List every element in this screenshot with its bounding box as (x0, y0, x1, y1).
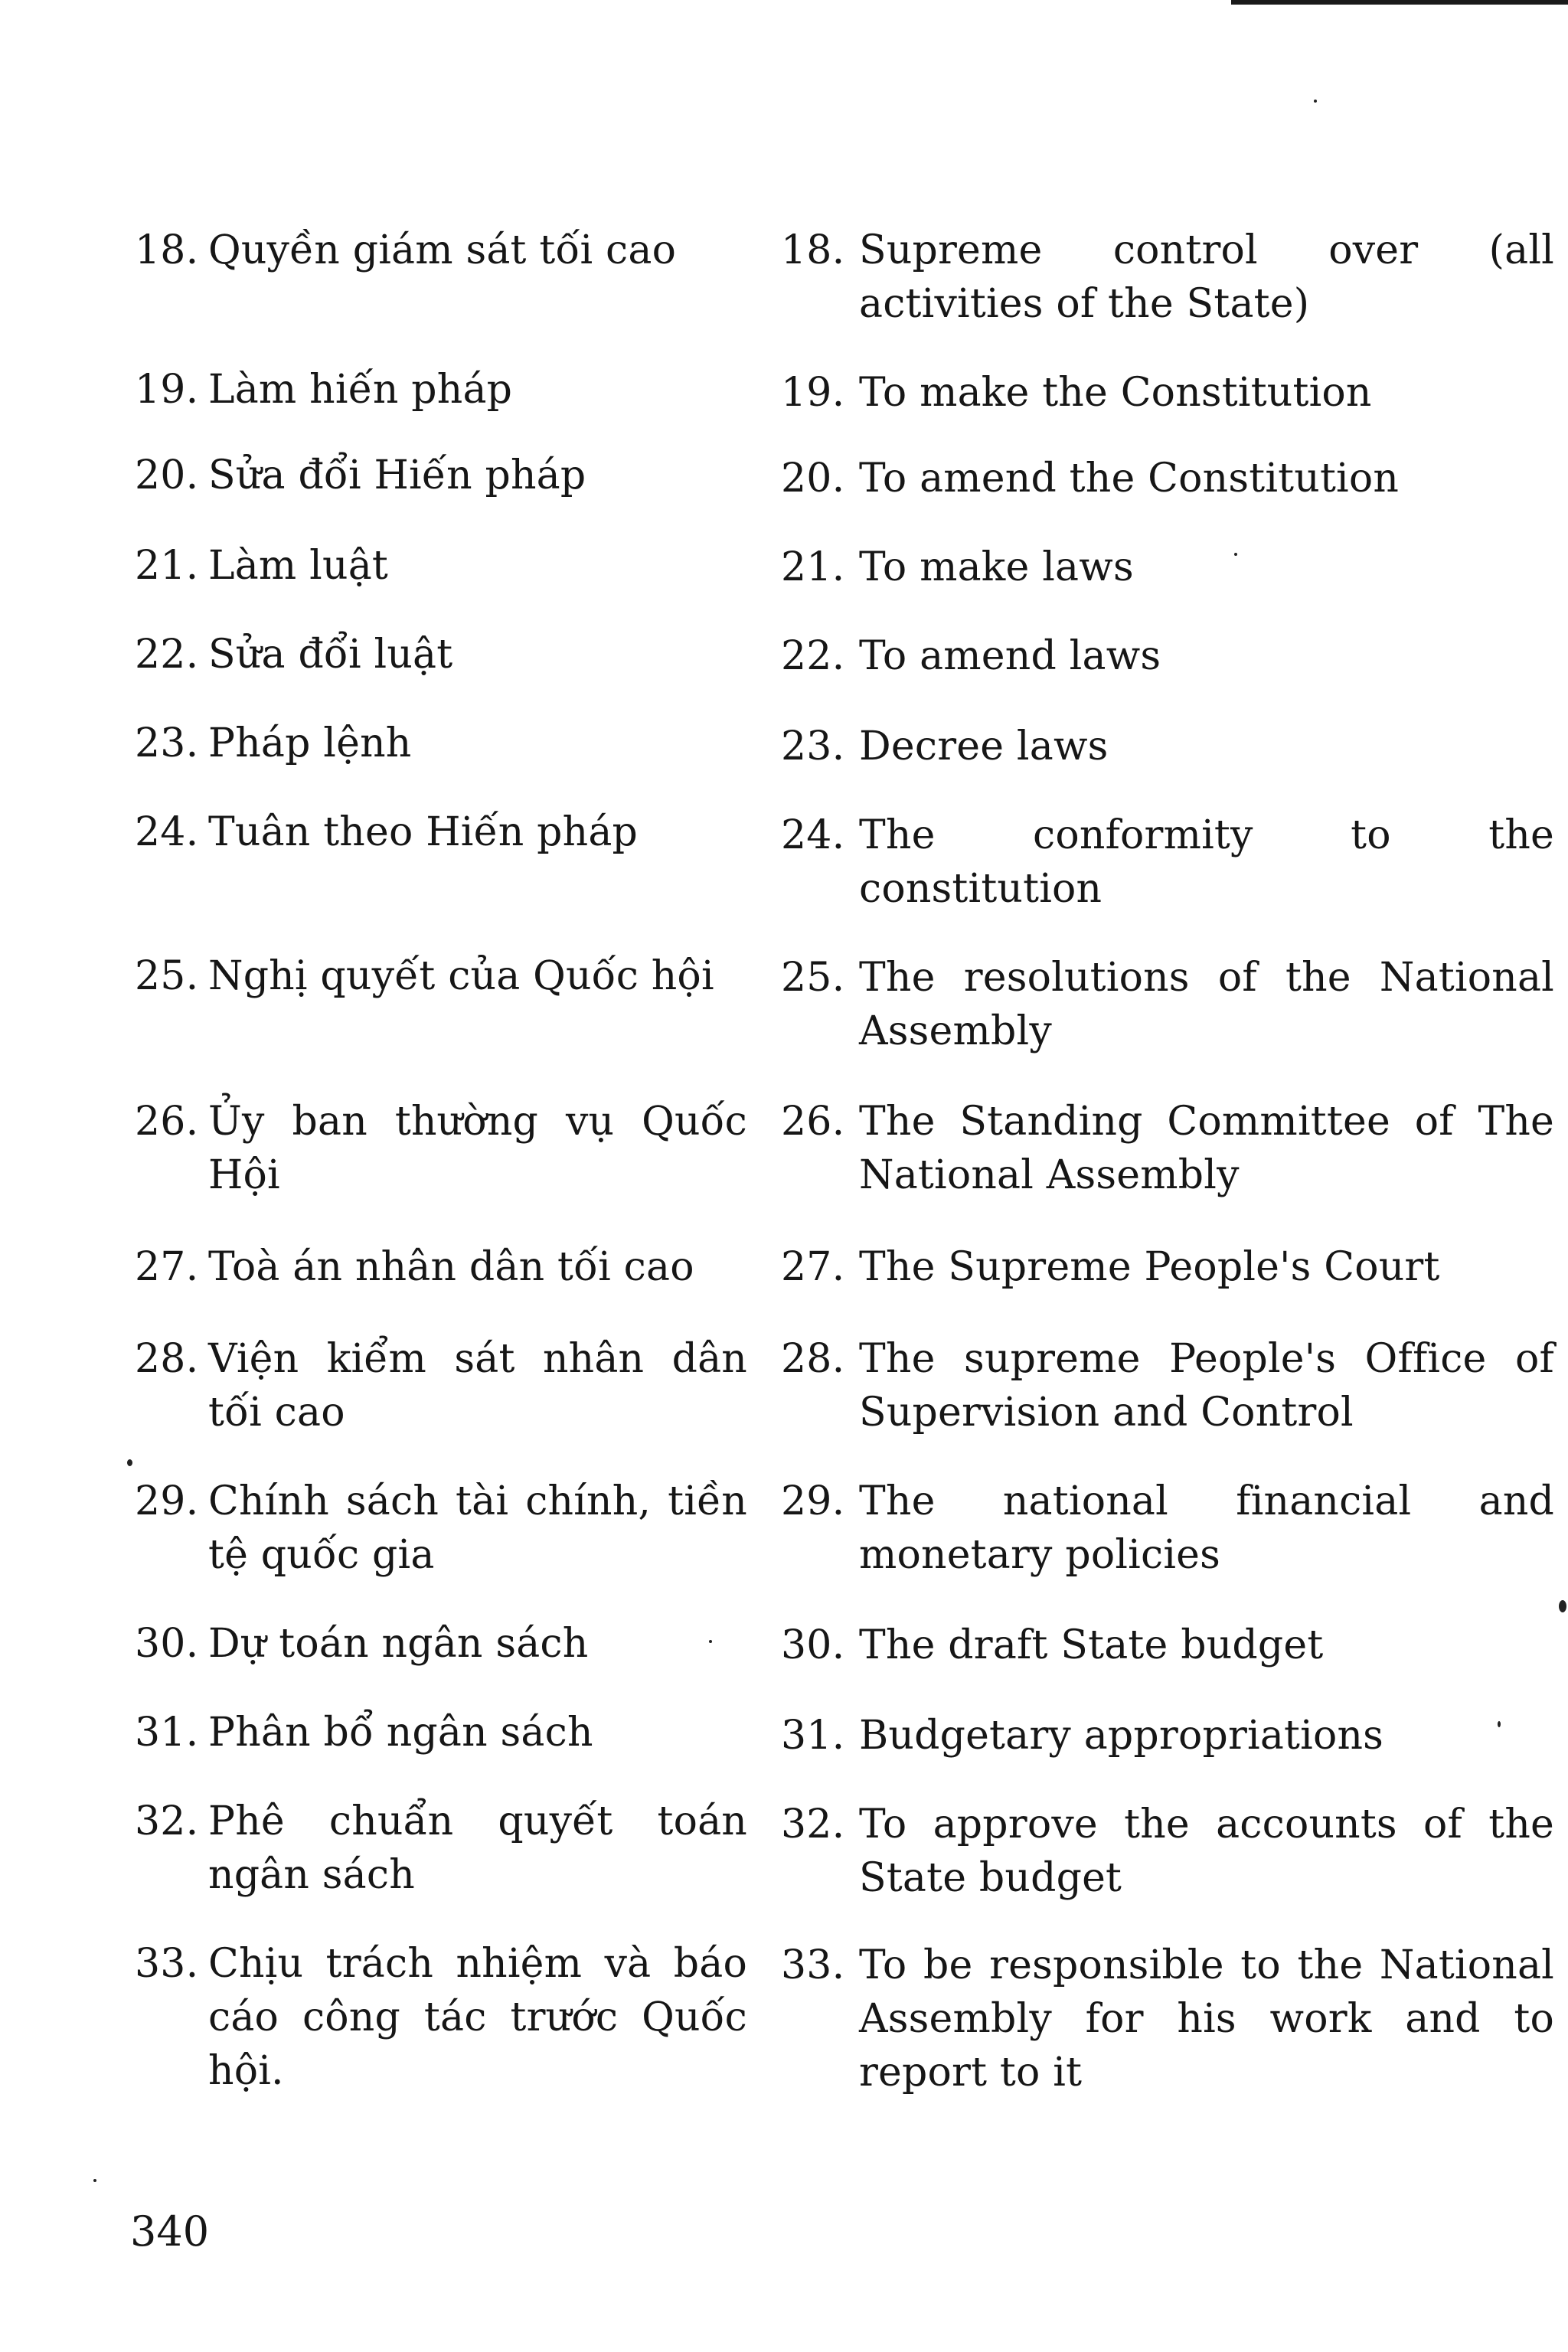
vi-entry-26 (135, 1095, 747, 1202)
vi-entry-27 (135, 1240, 747, 1294)
vi-term: Phân bổ ngân sách (208, 1710, 593, 1756)
en-term: Budgetary appropriations (859, 1713, 1384, 1759)
en-entry-33 (781, 1939, 1554, 2099)
en-term: To approve the accounts of the State budget (859, 1802, 1554, 1901)
en-term: The draft State budget (859, 1622, 1324, 1668)
vi-term: Làm luật (208, 543, 388, 589)
en-entry-21 (781, 541, 1554, 594)
scan-speck (93, 2179, 96, 2182)
entry-number: 30. (135, 1621, 199, 1667)
entry-number: 20. (135, 452, 199, 498)
entry-number: 22. (135, 632, 199, 678)
en-entry-27 (781, 1240, 1554, 1294)
en-term: Decree laws (859, 724, 1109, 769)
vi-term: Nghị quyết của Quốc hội (208, 953, 714, 999)
vi-term: Làm hiến pháp (208, 367, 513, 413)
scan-speck (1234, 553, 1237, 556)
vi-term: Chịu trách nhiệm và báo cáo công tác trước Quốc hội. (208, 1941, 747, 2094)
vi-term: Pháp lệnh (208, 720, 412, 766)
vi-entry-22 (135, 628, 747, 681)
entry-number: 23. (135, 720, 199, 766)
vi-term: Sửa đổi Hiến pháp (208, 452, 586, 498)
vi-entry-25 (135, 949, 747, 1003)
vi-term: Chính sách tài chính, tiền tệ quốc gia (208, 1478, 747, 1578)
vi-term: Phê chuẩn quyết toán ngân sách (208, 1798, 747, 1898)
en-entry-28 (781, 1332, 1554, 1439)
entry-number: 32. (135, 1798, 199, 1844)
vi-entry-28 (135, 1332, 747, 1439)
entry-number: 19. (781, 370, 845, 416)
entry-number: 27. (135, 1244, 199, 1290)
entry-number: 23. (781, 724, 845, 769)
scan-speck (1559, 1600, 1566, 1612)
en-entry-19 (781, 366, 1554, 420)
en-entry-30 (781, 1619, 1554, 1672)
entry-number: 26. (781, 1099, 845, 1145)
entry-number: 31. (781, 1713, 845, 1759)
scan-speck (127, 1459, 132, 1466)
en-entry-18 (781, 224, 1554, 331)
entry-number: 18. (781, 227, 845, 273)
en-entry-20 (781, 452, 1554, 505)
entry-number: 18. (135, 227, 199, 273)
vi-entry-33 (135, 1937, 747, 2098)
entry-number: 28. (135, 1336, 199, 1382)
entry-number: 25. (781, 955, 845, 1001)
vi-term: Tuân theo Hiến pháp (208, 809, 639, 855)
vi-entry-18 (135, 224, 747, 277)
entry-number: 21. (135, 543, 199, 589)
entry-number: 29. (781, 1478, 845, 1524)
en-entry-31 (781, 1709, 1554, 1762)
entry-number: 32. (781, 1802, 845, 1847)
en-term: The national financial and monetary policies (859, 1478, 1554, 1578)
vi-term: Viện kiểm sát nhân dân tối cao (208, 1336, 747, 1436)
vi-term: Ủy ban thường vụ Quốc Hội (208, 1099, 747, 1198)
en-term: To be responsible to the National Assembly for his work and to report to it (859, 1942, 1554, 2096)
entry-number: 31. (135, 1710, 199, 1756)
entry-number: 29. (135, 1478, 199, 1524)
entry-number: 19. (135, 367, 199, 413)
en-term: The resolutions of the National Assembly (859, 955, 1554, 1054)
vi-entry-31 (135, 1706, 747, 1759)
entry-number: 28. (781, 1336, 845, 1382)
vi-term: Quyền giám sát tối cao (208, 227, 677, 273)
vi-entry-21 (135, 539, 747, 593)
entry-number: 33. (781, 1942, 845, 1988)
entry-number: 27. (781, 1244, 845, 1290)
entry-number: 21. (781, 544, 845, 590)
entry-number: 25. (135, 953, 199, 999)
entry-number: 22. (781, 633, 845, 679)
vi-entry-30 (135, 1617, 747, 1671)
en-entry-25 (781, 951, 1554, 1058)
vi-entry-20 (135, 449, 747, 502)
en-term: To amend laws (859, 633, 1161, 679)
vi-term: Toà án nhân dân tối cao (208, 1244, 694, 1290)
vi-entry-19 (135, 363, 747, 416)
vi-entry-23 (135, 717, 747, 770)
entry-number: 24. (781, 812, 845, 858)
en-entry-24 (781, 808, 1554, 916)
vi-term: Dự toán ngân sách (208, 1621, 589, 1667)
en-term: The Supreme People's Court (859, 1244, 1440, 1290)
en-entry-29 (781, 1475, 1554, 1582)
vi-entry-29 (135, 1475, 747, 1582)
entry-number: 30. (781, 1622, 845, 1668)
en-entry-26 (781, 1095, 1554, 1202)
en-term: To make laws (859, 544, 1134, 590)
en-term: The Standing Committee of The National Assembly (859, 1099, 1554, 1198)
scan-speck (1314, 100, 1317, 103)
en-term: The supreme People's Office of Supervision and Control (859, 1336, 1554, 1436)
en-term: To amend the Constitution (859, 456, 1400, 501)
scan-speck (1498, 1721, 1501, 1727)
en-term: To make the Constitution (859, 370, 1372, 416)
en-entry-22 (781, 629, 1554, 683)
entry-number: 24. (135, 809, 199, 855)
scan-speck (709, 1640, 712, 1643)
vi-term: Sửa đổi luật (208, 632, 453, 678)
entry-number: 26. (135, 1099, 199, 1145)
page-number: 340 (130, 2207, 210, 2256)
entry-number: 20. (781, 456, 845, 501)
en-term: Supreme control over (all activities of the State) (859, 227, 1554, 327)
vi-entry-24 (135, 805, 747, 859)
top-rule (1231, 0, 1568, 5)
entry-number: 33. (135, 1941, 199, 1987)
en-entry-23 (781, 720, 1554, 773)
vi-entry-32 (135, 1795, 747, 1902)
en-entry-32 (781, 1798, 1554, 1905)
en-term: The conformity to the constitution (859, 812, 1554, 912)
